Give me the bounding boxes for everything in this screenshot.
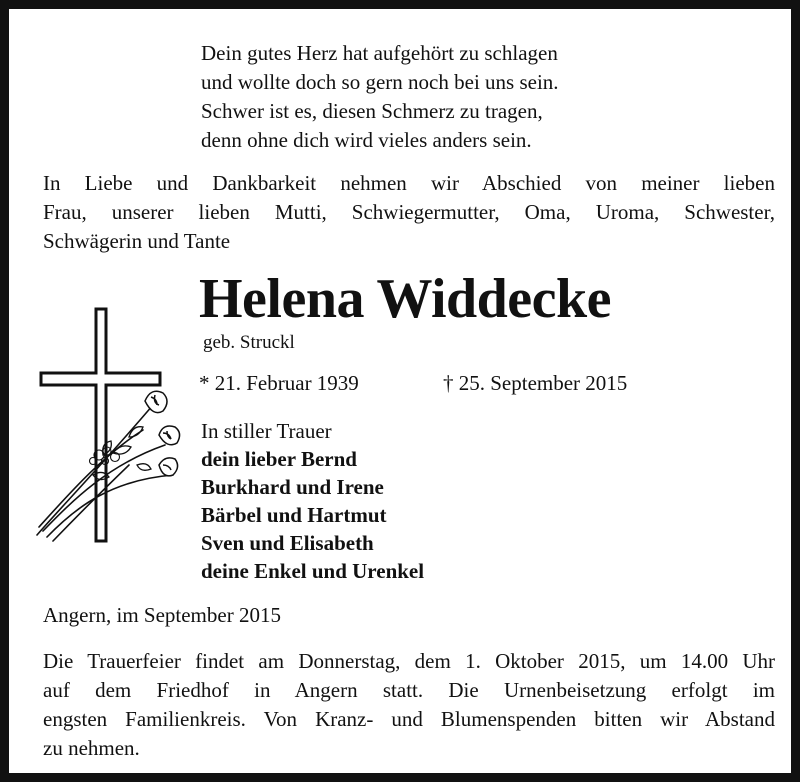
cross-with-roses-icon bbox=[33, 305, 193, 545]
deceased-name: Helena Widdecke bbox=[199, 268, 612, 330]
farewell-line: In Liebe und Dankbarkeit nehmen wir Abschied von meiner lieben bbox=[43, 171, 775, 195]
place-date: Angern, im September 2015 bbox=[43, 603, 281, 627]
notice-line: Die Trauerfeier findet am Donnerstag, dem 1. Oktober 2015, um 14.00 Uhr bbox=[43, 649, 775, 673]
poem-line: und wollte doch so gern noch bei uns sein. bbox=[201, 70, 559, 94]
poem-line: Schwer ist es, diesen Schmerz zu tragen, bbox=[201, 99, 543, 123]
mourners-block bbox=[201, 417, 424, 585]
farewell-line: Frau, unserer lieben Mutti, Schwiegermutter, Oma, Uroma, Schwester, bbox=[43, 200, 775, 224]
death-date: † 25. September 2015 bbox=[443, 371, 628, 395]
poem bbox=[201, 39, 559, 155]
notice-line: auf dem Friedhof in Angern statt. Die Urnenbeisetzung erfolgt im bbox=[43, 678, 775, 702]
birth-date: * 21. Februar 1939 bbox=[199, 371, 359, 395]
notice-line: zu nehmen. bbox=[43, 736, 140, 760]
notice-line: engsten Familienkreis. Von Kranz- und Blumenspenden bitten wir Abstand bbox=[43, 707, 775, 731]
mourner-name: Sven und Elisabeth bbox=[201, 531, 374, 555]
funeral-notice bbox=[43, 647, 775, 763]
mourners-lead: In stiller Trauer bbox=[201, 419, 332, 443]
mourner-name: Burkhard und Irene bbox=[201, 475, 384, 499]
farewell-text bbox=[43, 169, 775, 256]
mourner-name: dein lieber Bernd bbox=[201, 447, 357, 471]
mourner-name: deine Enkel und Urenkel bbox=[201, 559, 425, 583]
farewell-line: Schwägerin und Tante bbox=[43, 229, 231, 253]
maiden-name: geb. Struckl bbox=[203, 332, 295, 353]
poem-line: Dein gutes Herz hat aufgehört zu schlagen bbox=[201, 41, 558, 65]
mourner-name: Bärbel und Hartmut bbox=[201, 503, 387, 527]
poem-line: denn ohne dich wird vieles anders sein. bbox=[201, 128, 532, 152]
